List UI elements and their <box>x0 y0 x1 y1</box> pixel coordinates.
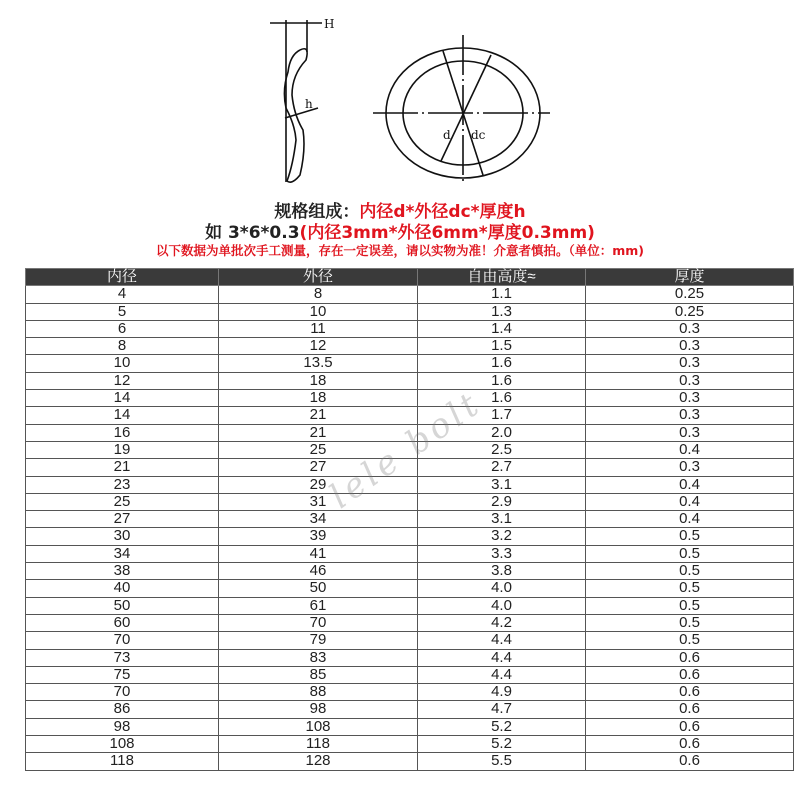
table-cell: 31 <box>219 493 418 510</box>
table-row <box>26 355 794 372</box>
table-cell: 0.3 <box>586 372 794 389</box>
table-cell: 0.4 <box>586 511 794 528</box>
table-cell: 38 <box>26 563 219 580</box>
table-cell: 19 <box>26 441 219 458</box>
table-cell: 25 <box>26 493 219 510</box>
table-cell: 0.6 <box>586 753 794 770</box>
spec-formula: 内径d*外径dc*厚度h <box>359 202 526 222</box>
table-cell: 0.3 <box>586 355 794 372</box>
table-header-row <box>26 269 794 286</box>
table-row <box>26 545 794 562</box>
table-cell: 70 <box>26 684 219 701</box>
table-row <box>26 580 794 597</box>
table-cell: 0.4 <box>586 493 794 510</box>
table-cell: 83 <box>219 649 418 666</box>
table-cell: 27 <box>26 511 219 528</box>
table-cell: 1.7 <box>418 407 586 424</box>
table-cell: 0.4 <box>586 476 794 493</box>
table-cell: 4.4 <box>418 649 586 666</box>
measurement-notice: 以下数据为单批次手工测量，存在一定误差，请以实物为准！介意者慎拍。（单位：mm) <box>155 243 644 258</box>
table-row <box>26 528 794 545</box>
table-cell: 0.5 <box>586 545 794 562</box>
table-row <box>26 303 794 320</box>
table-cell: 4.0 <box>418 580 586 597</box>
table-cell: 75 <box>26 666 219 683</box>
table-cell: 12 <box>26 372 219 389</box>
table-cell: 10 <box>26 355 219 372</box>
table-cell: 4.4 <box>418 666 586 683</box>
table-cell: 34 <box>219 511 418 528</box>
table-cell: 0.5 <box>586 580 794 597</box>
table-cell: 60 <box>26 614 219 631</box>
example-prefix: 如 3*6*0.3 <box>205 223 300 243</box>
table-row <box>26 597 794 614</box>
ring-top-view-drawing <box>373 35 550 185</box>
table-cell: 40 <box>26 580 219 597</box>
table-cell: 1.5 <box>418 338 586 355</box>
table-cell: 0.6 <box>586 736 794 753</box>
table-row <box>26 372 794 389</box>
table-cell: 0.5 <box>586 632 794 649</box>
col-free-height: 自由高度≈ <box>418 269 586 286</box>
col-inner-diameter: 内径 <box>26 269 219 286</box>
table-cell: 4.7 <box>418 701 586 718</box>
table-cell: 6 <box>26 320 219 337</box>
table-cell: 5 <box>26 303 219 320</box>
table-cell: 61 <box>219 597 418 614</box>
table-cell: 18 <box>219 372 418 389</box>
table-row <box>26 666 794 683</box>
table-cell: 1.6 <box>418 355 586 372</box>
table-row <box>26 701 794 718</box>
table-row <box>26 390 794 407</box>
table-cell: 0.3 <box>586 459 794 476</box>
label-H: H <box>324 17 335 31</box>
table-cell: 2.7 <box>418 459 586 476</box>
table-cell: 41 <box>219 545 418 562</box>
table-cell: 70 <box>26 632 219 649</box>
wave-washer-diagram <box>0 0 800 190</box>
table-cell: 50 <box>26 597 219 614</box>
label-d: d <box>443 128 451 142</box>
table-cell: 0.3 <box>586 424 794 441</box>
table-cell: 1.1 <box>418 286 586 303</box>
table-cell: 0.25 <box>586 303 794 320</box>
table-cell: 34 <box>26 545 219 562</box>
table-cell: 0.6 <box>586 718 794 735</box>
table-cell: 8 <box>26 338 219 355</box>
table-row <box>26 476 794 493</box>
table-cell: 108 <box>219 718 418 735</box>
table-cell: 3.8 <box>418 563 586 580</box>
table-cell: 13.5 <box>219 355 418 372</box>
table-row <box>26 407 794 424</box>
table-cell: 1.4 <box>418 320 586 337</box>
side-profile-drawing <box>270 17 334 182</box>
table-cell: 1.6 <box>418 372 586 389</box>
example-detail: (内径3mm*外径6mm*厚度0.3mm) <box>299 223 595 243</box>
table-row <box>26 511 794 528</box>
table-cell: 0.5 <box>586 614 794 631</box>
table-cell: 1.6 <box>418 390 586 407</box>
table-cell: 3.3 <box>418 545 586 562</box>
col-thickness: 厚度 <box>586 269 794 286</box>
table-cell: 4.2 <box>418 614 586 631</box>
table-row <box>26 286 794 303</box>
table-cell: 11 <box>219 320 418 337</box>
table-cell: 73 <box>26 649 219 666</box>
table-cell: 0.6 <box>586 684 794 701</box>
table-cell: 4.0 <box>418 597 586 614</box>
table-cell: 18 <box>219 390 418 407</box>
watermark: lele bolt <box>322 383 490 517</box>
table-cell: 79 <box>219 632 418 649</box>
table-cell: 14 <box>26 407 219 424</box>
table-cell: 2.0 <box>418 424 586 441</box>
table-cell: 5.5 <box>418 753 586 770</box>
table-cell: 21 <box>219 424 418 441</box>
table-cell: 2.9 <box>418 493 586 510</box>
table-row <box>26 338 794 355</box>
table-row <box>26 320 794 337</box>
table-cell: 50 <box>219 580 418 597</box>
table-cell: 0.3 <box>586 407 794 424</box>
table-cell: 0.5 <box>586 597 794 614</box>
table-row <box>26 493 794 510</box>
table-cell: 0.3 <box>586 338 794 355</box>
table-cell: 46 <box>219 563 418 580</box>
table-cell: 2.5 <box>418 441 586 458</box>
table-cell: 4.4 <box>418 632 586 649</box>
table-cell: 39 <box>219 528 418 545</box>
table-cell: 0.6 <box>586 666 794 683</box>
table-row <box>26 736 794 753</box>
table-cell: 3.2 <box>418 528 586 545</box>
table-cell: 29 <box>219 476 418 493</box>
table-cell: 0.6 <box>586 649 794 666</box>
table-cell: 98 <box>26 718 219 735</box>
table-cell: 21 <box>219 407 418 424</box>
table-cell: 118 <box>26 753 219 770</box>
table-cell: 118 <box>219 736 418 753</box>
table-cell: 8 <box>219 286 418 303</box>
table-cell: 70 <box>219 614 418 631</box>
table-cell: 108 <box>26 736 219 753</box>
table-cell: 30 <box>26 528 219 545</box>
table-cell: 0.4 <box>586 441 794 458</box>
spec-prefix: 规格组成： <box>274 202 360 222</box>
table-cell: 16 <box>26 424 219 441</box>
table-cell: 1.3 <box>418 303 586 320</box>
table-row <box>26 632 794 649</box>
table-row <box>26 424 794 441</box>
spec-example <box>0 218 800 243</box>
table-cell: 0.3 <box>586 320 794 337</box>
label-h: h <box>305 97 313 111</box>
table-row <box>26 753 794 770</box>
table-row <box>26 459 794 476</box>
table-cell: 12 <box>219 338 418 355</box>
table-row <box>26 441 794 458</box>
table-cell: 98 <box>219 701 418 718</box>
table-cell: 88 <box>219 684 418 701</box>
table-cell: 0.25 <box>586 286 794 303</box>
table-row <box>26 684 794 701</box>
spec-table <box>25 268 794 771</box>
table-cell: 27 <box>219 459 418 476</box>
col-outer-diameter: 外径 <box>219 269 418 286</box>
table-cell: 4 <box>26 286 219 303</box>
table-cell: 14 <box>26 390 219 407</box>
table-cell: 5.2 <box>418 736 586 753</box>
table-cell: 5.2 <box>418 718 586 735</box>
table-cell: 21 <box>26 459 219 476</box>
table-cell: 0.5 <box>586 563 794 580</box>
table-row <box>26 718 794 735</box>
table-cell: 86 <box>26 701 219 718</box>
table-cell: 128 <box>219 753 418 770</box>
label-dc: dc <box>471 128 486 142</box>
table-cell: 23 <box>26 476 219 493</box>
table-row <box>26 649 794 666</box>
table-cell: 0.6 <box>586 701 794 718</box>
table-cell: 10 <box>219 303 418 320</box>
table-cell: 3.1 <box>418 476 586 493</box>
table-cell: 0.3 <box>586 390 794 407</box>
table-cell: 25 <box>219 441 418 458</box>
table-cell: 85 <box>219 666 418 683</box>
table-cell: 0.5 <box>586 528 794 545</box>
table-cell: 4.9 <box>418 684 586 701</box>
table-row <box>26 614 794 631</box>
table-cell: 3.1 <box>418 511 586 528</box>
table-row <box>26 563 794 580</box>
